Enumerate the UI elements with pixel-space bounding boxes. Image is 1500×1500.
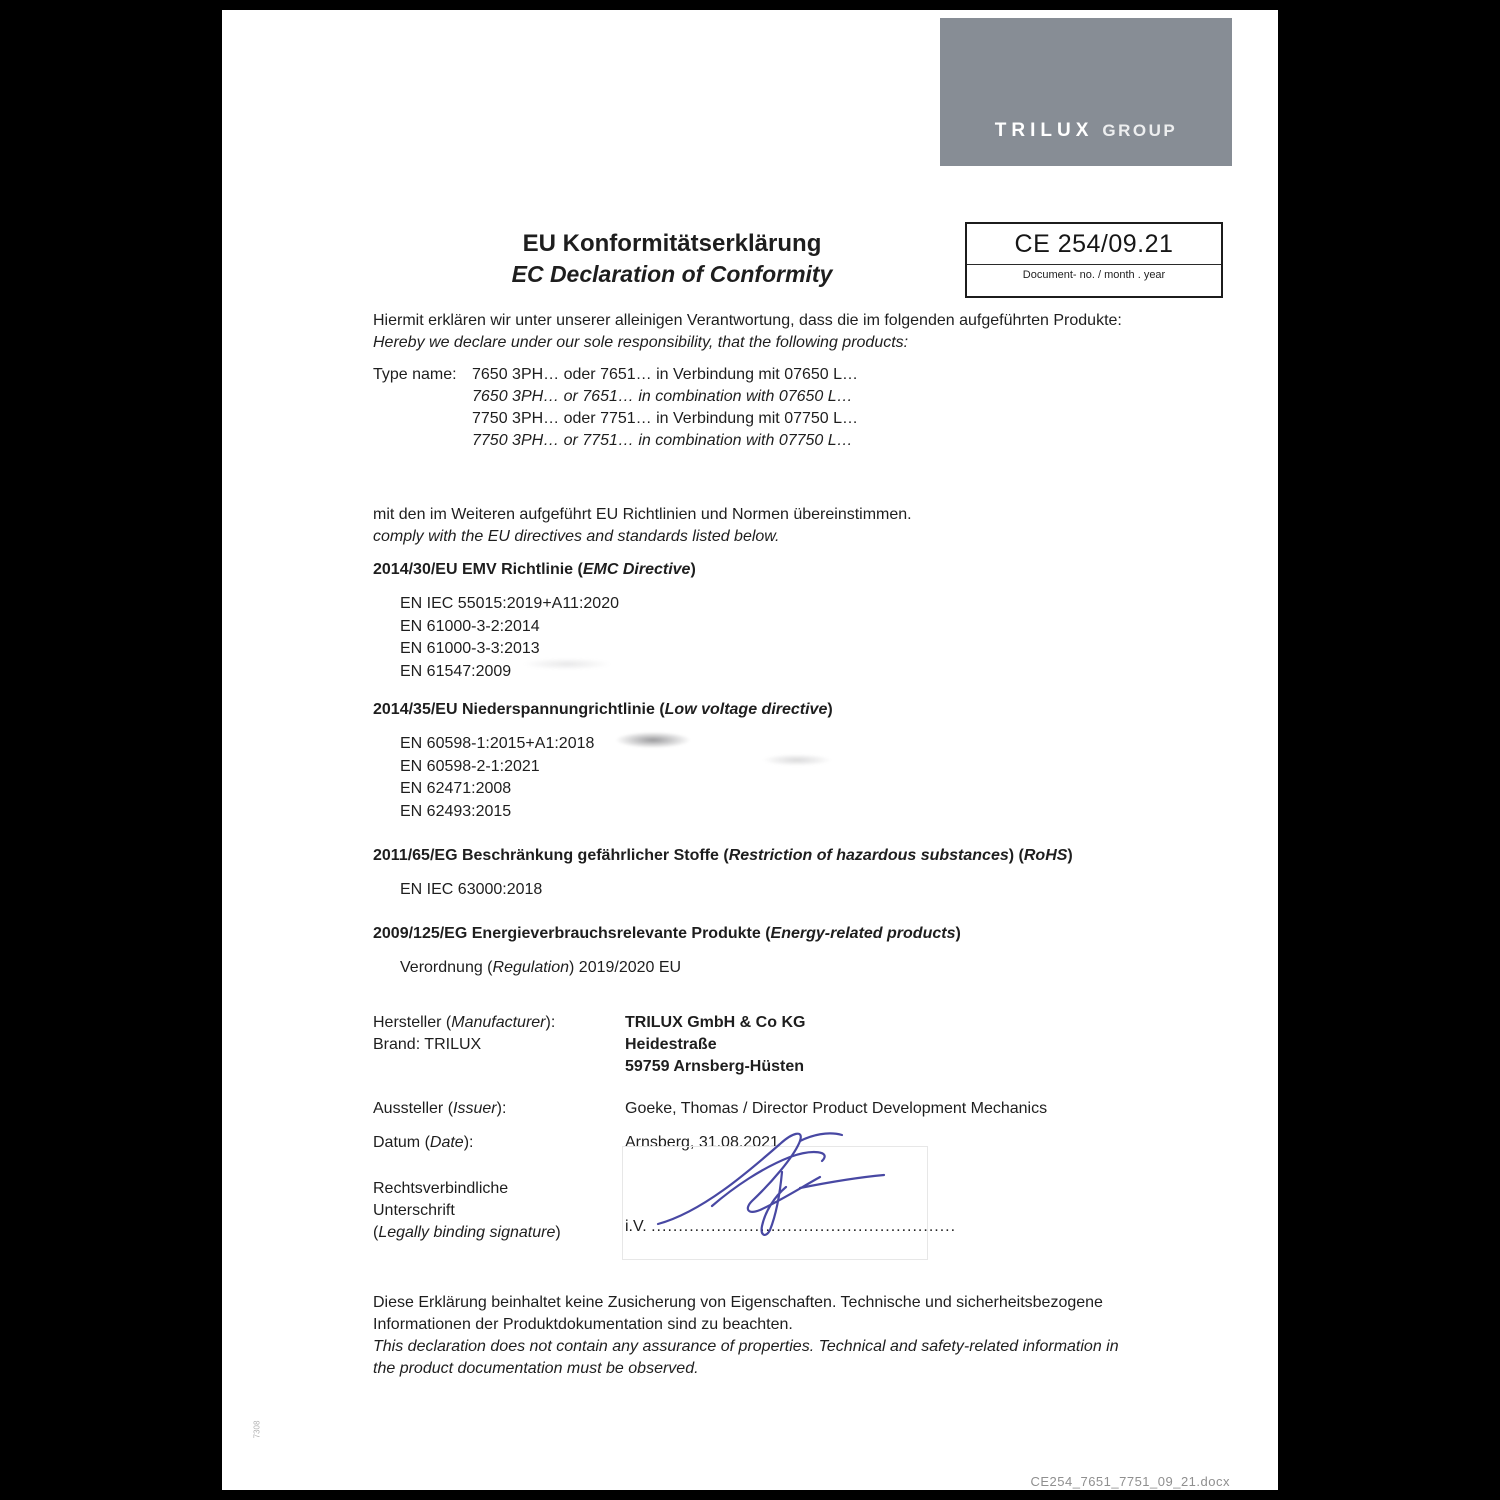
signature-label-line1: Rechtsverbindliche	[373, 1180, 509, 1197]
trilux-logo	[940, 120, 1232, 142]
standards-list-low-voltage: EN 60598-1:2015+A1:2018 EN 60598-2-1:2021 EN 62471:2008 EN 62493:2015	[400, 735, 595, 820]
comply-english: comply with the EU directives and standards listed below.	[373, 528, 780, 545]
manufacturer-label: Hersteller (Manufacturer):	[373, 1014, 556, 1031]
type-name-label: Type name:	[373, 366, 457, 383]
ce-document-number: CE 254/09.21	[1014, 230, 1174, 258]
section-heading-low-voltage-directive: 2014/35/EU Niederspannungrichtlinie (Low voltage directive)	[373, 701, 833, 718]
signature-prefix: i.V.	[625, 1218, 647, 1235]
signature-label-line2: Unterschrift	[373, 1202, 455, 1219]
comply-german: mit den im Weiteren aufgeführt EU Richtlinien und Normen übereinstimmen.	[373, 506, 912, 523]
intro-paragraph	[373, 310, 1122, 354]
manufacturer-street: Heidestraße	[625, 1036, 717, 1053]
manufacturer-city: 59759 Arnsberg-Hüsten	[625, 1058, 805, 1075]
brand-line: Brand: TRILUX	[373, 1036, 482, 1053]
date-value: Arnsberg, 31.08.2021	[625, 1134, 779, 1151]
standards-list-emc: EN IEC 55015:2019+A11:2020 EN 61000-3-2:2014 EN 61000-3-3:2013 EN 61547:2009	[400, 595, 619, 680]
intro-german: Hiermit erklären wir unter unserer alleinigen Verantwortung, dass die im folgenden aufgeführten Produkte:	[373, 312, 1122, 329]
closing-german-line1: Diese Erklärung beinhaltet keine Zusicherung von Eigenschaften. Technische und sicherheitsbezogene	[373, 1294, 1103, 1311]
manufacturer-address-block	[625, 1012, 805, 1078]
footer-filename: CE254_7651_7751_09_21.docx	[1030, 1474, 1230, 1489]
ce-document-number-caption: Document- no. / month . year	[967, 264, 1221, 281]
regulation-line: Verordnung (Regulation) 2019/2020 EU	[400, 959, 682, 976]
intro-english: Hereby we declare under our sole responsibility, that the following products:	[373, 334, 909, 351]
date-label: Datum (Date):	[373, 1134, 474, 1151]
logo-suffix-text: GROUP	[1102, 121, 1178, 140]
title-german: EU Konformitätserklärung	[522, 230, 822, 257]
closing-german-line2: Informationen der Produktdokumentation sind zu beachten.	[373, 1316, 793, 1333]
signature-label-block	[373, 1178, 561, 1244]
closing-english-line2: the product documentation must be observed.	[373, 1360, 699, 1377]
manufacturer-label-block	[373, 1012, 555, 1056]
standards-list-rohs: EN IEC 63000:2018	[400, 881, 543, 898]
section-heading-rohs: 2011/65/EG Beschränkung gefährlicher Stoffe (Restriction of hazardous substances) (RoHS)	[373, 847, 1073, 864]
scan-smudge	[616, 732, 690, 748]
issuer-label: Aussteller (Issuer):	[373, 1100, 507, 1117]
closing-paragraph	[373, 1292, 1119, 1380]
comply-statement	[373, 504, 912, 548]
document-page	[222, 10, 1278, 1490]
section-heading-emc-directive: 2014/30/EU EMV Richtlinie (EMC Directive)	[373, 561, 696, 578]
handwritten-signature	[650, 1126, 936, 1238]
scan-smudge	[522, 658, 612, 670]
ce-document-number-box	[965, 222, 1223, 298]
signature-label-line3: (Legally binding signature)	[373, 1224, 561, 1241]
scan-smudge	[762, 754, 832, 766]
signature-dotted-line: ........................................................	[651, 1218, 957, 1235]
closing-english-line1: This declaration does not contain any assurance of properties. Technical and safety-related information in	[373, 1338, 1119, 1355]
title-english: EC Declaration of Conformity	[511, 261, 833, 287]
manufacturer-name: TRILUX GmbH & Co KG	[625, 1014, 806, 1031]
logo-brand-text: TRILUX	[994, 120, 1094, 141]
type-name-lines: 7650 3PH… oder 7651… in Verbindung mit 07650 L… 7650 3PH… or 7651… in combination with 07650 L… 7750 3PH… oder 7751… in Verbindung mit 07750 L… 7750 3PH… or 7751… in combination with 07750 L…	[472, 366, 859, 449]
section-heading-energy-related-products: 2009/125/EG Energieverbrauchsrelevante Produkte (Energy-related products)	[373, 925, 961, 942]
side-mark: 7308	[252, 1420, 262, 1439]
trilux-logo-box	[940, 18, 1232, 166]
type-name-block	[373, 364, 858, 452]
document-title	[382, 228, 962, 289]
issuer-value: Goeke, Thomas / Director Product Development Mechanics	[625, 1100, 1048, 1117]
